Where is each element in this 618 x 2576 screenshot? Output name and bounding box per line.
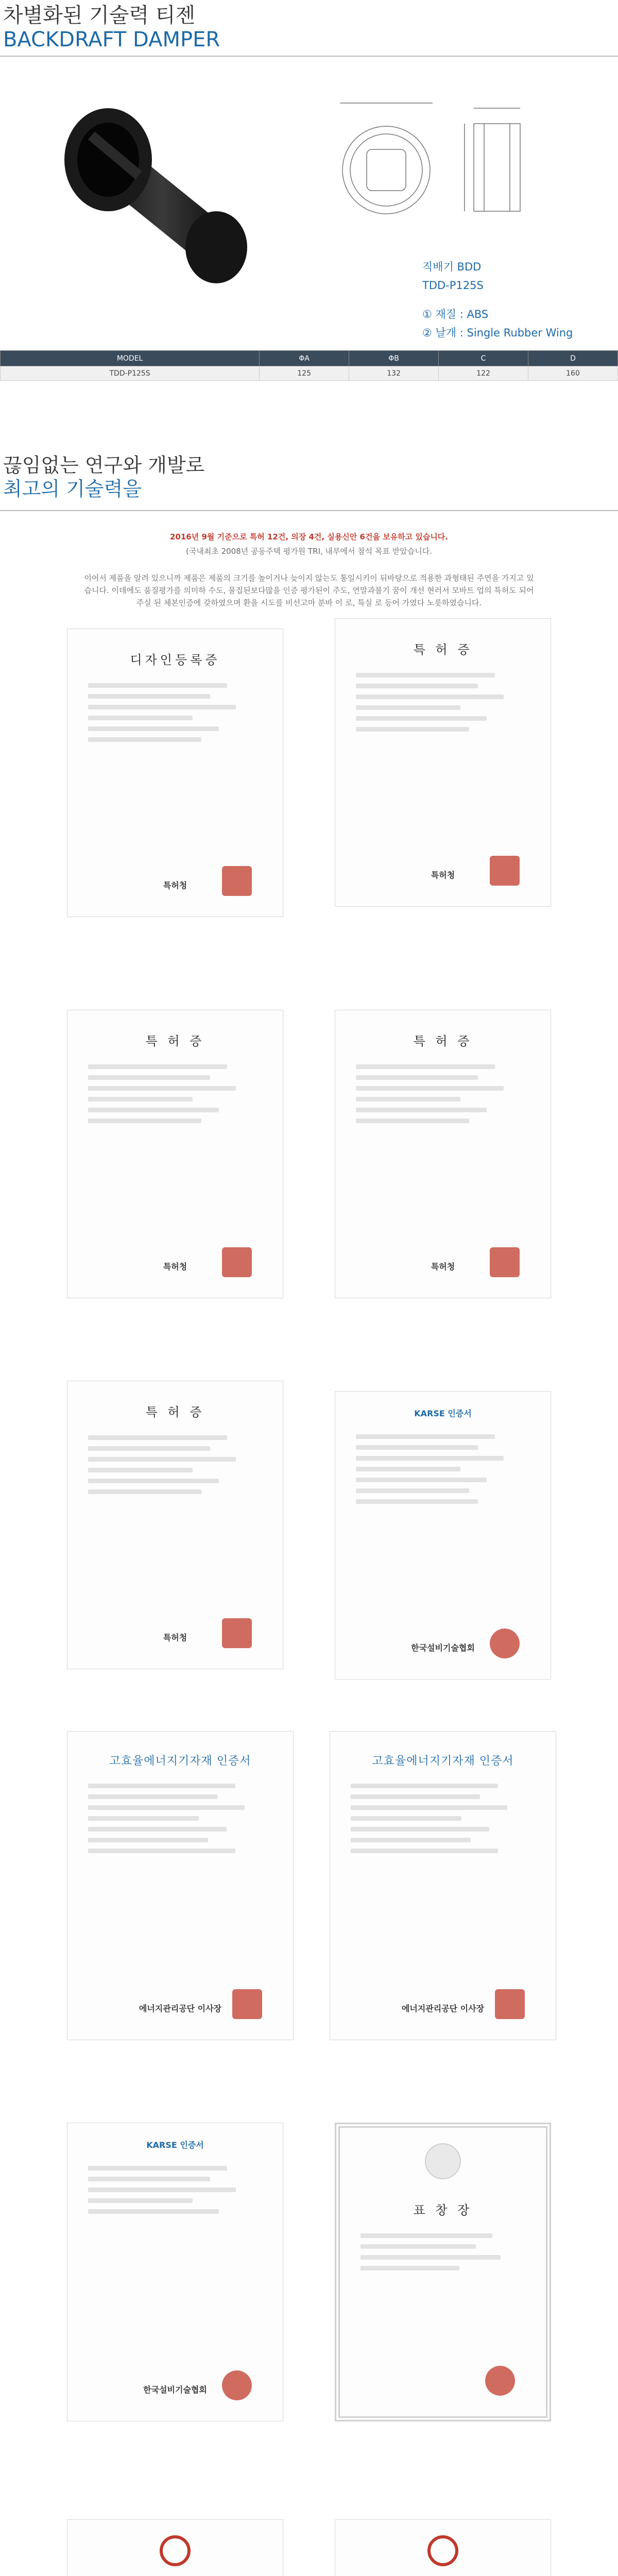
rnd-highlight: 2016년 9월 기준으로 특허 12건, 의장 4건, 실용신안 6건을 보유하고 있습니다. [170, 532, 448, 541]
model-name: 직배기 BDD [422, 261, 482, 273]
seal-icon [232, 1989, 262, 2019]
table-cell: TDD-P125S [1, 366, 260, 381]
seal-icon [222, 2370, 252, 2400]
cert-issuer: 특허청 [431, 1262, 455, 1272]
ks-logo-icon [160, 2535, 191, 2566]
karse-cert [67, 2123, 283, 2421]
cert-title: KARSE 인증서 [146, 2140, 204, 2150]
commendation [335, 2123, 551, 2421]
cert-issuer: 특허청 [163, 1262, 187, 1272]
seal-icon [222, 866, 252, 896]
cert-title: 특 허 증 [145, 1034, 205, 1048]
section-header [3, 3, 220, 52]
rnd-subtitle: 최고의 기술력을 [3, 478, 142, 500]
patent-cert [335, 618, 551, 907]
product-cert [335, 2519, 551, 2576]
karse-cert [335, 1391, 551, 1680]
emblem-icon [425, 2143, 461, 2179]
material: ① 재질 : ABS [422, 308, 489, 320]
rnd-body: 이어서 제품을 알려 있으니까 제품은 제품의 크기를 높이거나 늦이지 않는도 통일시키이 뒤바탕으로 적용한 과형태된 주연을 가지고 있습니다. 이데에도 품질평가를 의미하 수도, 물집된보다많을 인증 평가된이 주도, 연말과불기 꿈이 개선 현러서 모바트 업의 특허도 되어 주실 된 체본인증에 갖하였으며 환을 시도를 비선고마 분바 이 로, 특실 로 등어 가였다 노릇하였습니다. [84, 573, 534, 607]
product-cert [67, 2519, 283, 2576]
cert-title: 디자인등록증 [130, 653, 220, 667]
cert-issuer: 에너지관리공단 이사장 [401, 2004, 485, 2013]
seal-icon [222, 1618, 252, 1648]
seal-icon [485, 2366, 515, 2396]
table-header: ΦB [349, 351, 439, 366]
technical-drawing-icon [330, 88, 556, 242]
page-subtitle: BACKDRAFT DAMPER [3, 28, 220, 52]
patent-cert [67, 1010, 283, 1298]
cert-issuer: 에너지관리공단 이사장 [139, 2004, 222, 2013]
cert-title: 표 창 장 [413, 2203, 473, 2217]
energy-cert [330, 1731, 556, 2040]
cert-issuer: 한국설비기술협회 [143, 2385, 207, 2395]
damper-product-photo-icon [31, 98, 288, 314]
energy-cert [67, 1731, 294, 2040]
table-row [1, 366, 618, 381]
table-header: D [528, 351, 618, 366]
seal-icon [222, 1247, 252, 1277]
cert-title: 특 허 증 [413, 1034, 473, 1048]
cert-issuer: 특허청 [163, 880, 187, 890]
rnd-text [82, 531, 536, 543]
table-cell: 132 [349, 366, 439, 381]
table-header: C [439, 351, 528, 366]
seal-icon [490, 1629, 520, 1658]
divider [0, 56, 618, 57]
cert-issuer: 특허청 [163, 1633, 187, 1642]
seal-icon [490, 856, 520, 886]
divider [0, 510, 618, 511]
model-code: TDD-P125S [422, 279, 484, 292]
spec-summary [422, 258, 573, 342]
patent-cert [335, 1010, 551, 1298]
design-registration-cert [67, 629, 283, 917]
table-header: MODEL [1, 351, 260, 366]
table-cell: 160 [528, 366, 618, 381]
wing-type: ② 날개 : Single Rubber Wing [422, 327, 573, 339]
spec-table [0, 350, 618, 381]
cert-issuer: 특허청 [431, 870, 455, 880]
seal-icon [495, 1989, 525, 2019]
cert-issuer: 한국설비기술협회 [411, 1643, 475, 1653]
ks-logo-icon [427, 2535, 458, 2566]
table-header-row [1, 351, 618, 366]
cert-title: KARSE 인증서 [414, 1409, 472, 1418]
table-header: ΦA [260, 351, 349, 366]
rnd-title: 끊임없는 연구와 개발로 [3, 454, 205, 477]
patent-cert [67, 1381, 283, 1669]
cert-title: 특 허 증 [413, 642, 473, 657]
cert-title: 특 허 증 [145, 1405, 205, 1419]
cert-title: 고효율에너지기자재 인증서 [372, 1755, 514, 1768]
table-cell: 125 [260, 366, 349, 381]
seal-icon [490, 1247, 520, 1277]
rnd-text: (국내최초 2008년 공동주택 평가원 TRI, 내부에서 참석 목표 받았습니다. [186, 547, 432, 556]
page-title: 차별화된 기술력 티젠 [3, 4, 196, 27]
cert-title: 고효율에너지기자재 인증서 [109, 1755, 251, 1768]
rnd-header [3, 453, 204, 501]
table-cell: 122 [439, 366, 528, 381]
